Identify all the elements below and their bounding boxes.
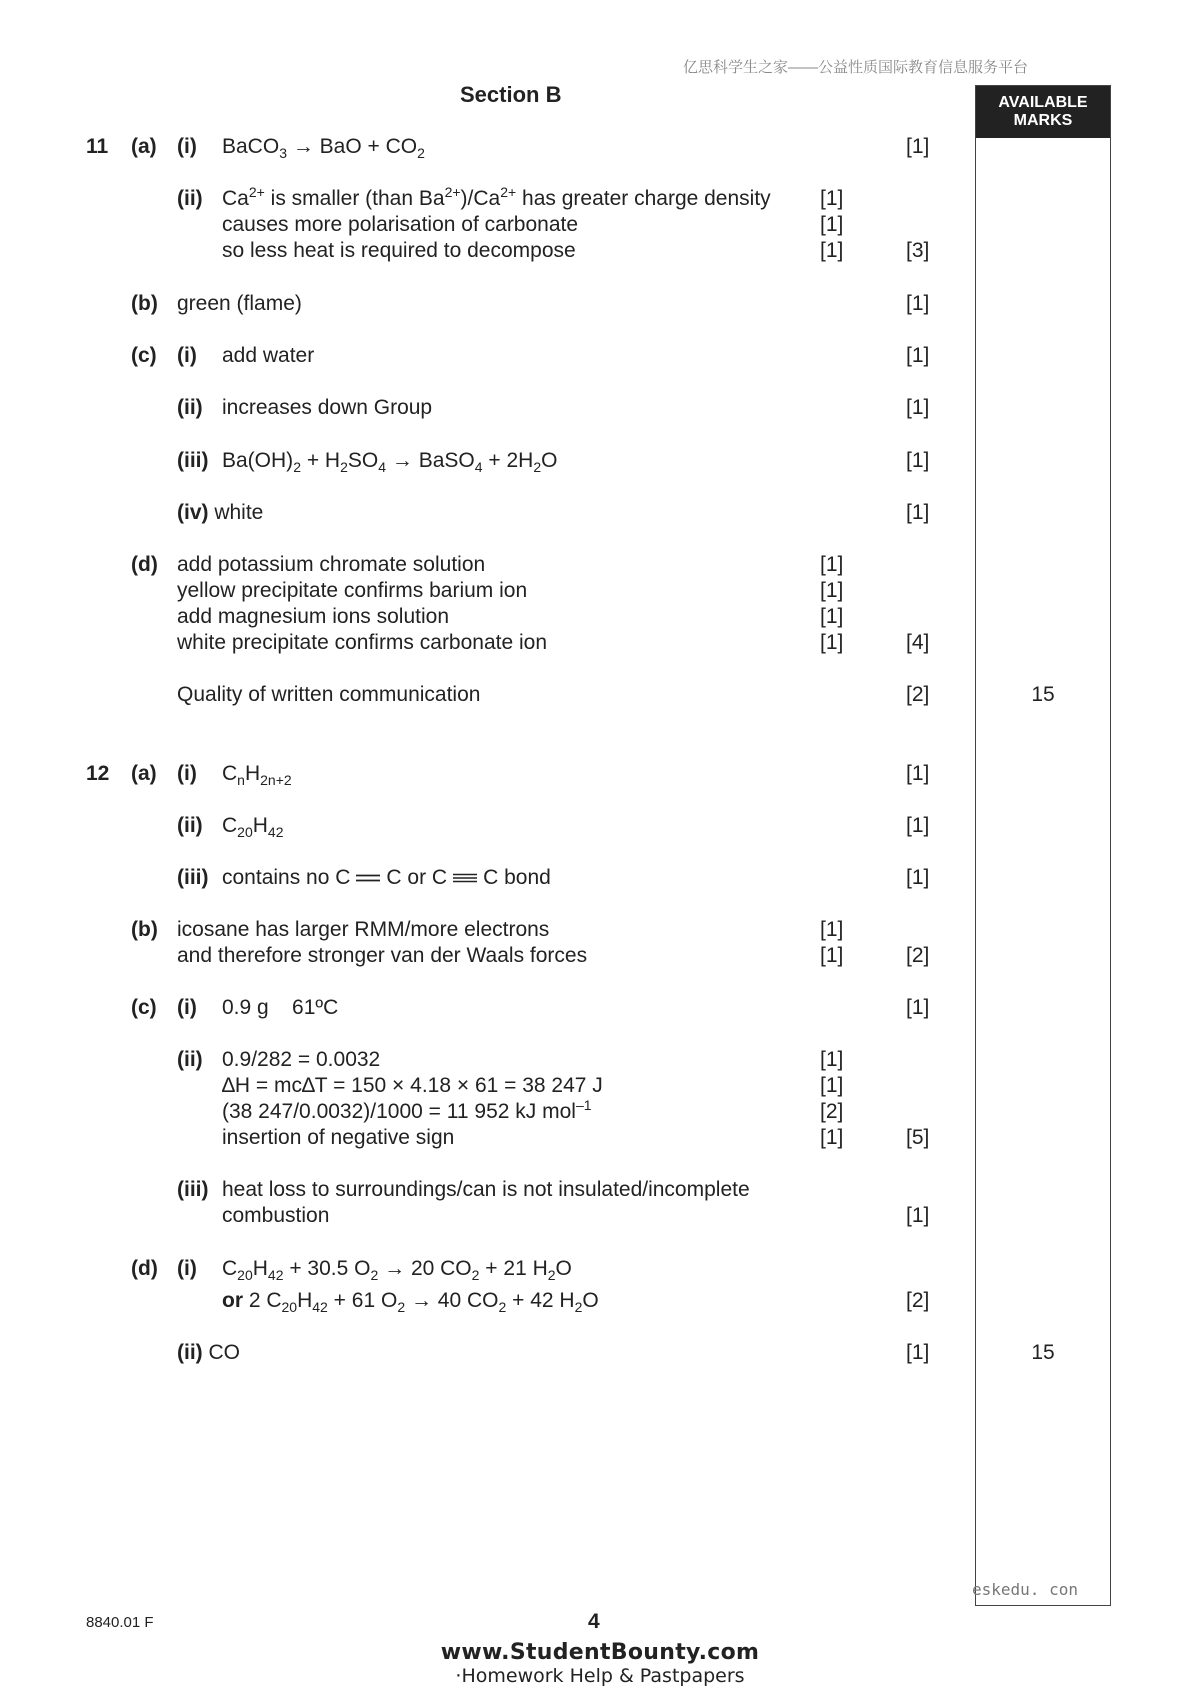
q11-qwc-text: Quality of written communication [177,683,481,706]
question-11-number: 11 [86,135,109,158]
paper-code: 8840.01 F [86,1614,154,1631]
q12-b-total: [2] [906,944,930,967]
q11-available-total: 15 [1031,683,1055,706]
platform-header: 亿思科学生之家——公益性质国际教育信息服务平台 [683,59,1029,76]
q12-d-i-mark: [2] [906,1289,930,1312]
q12-d-ii-label: (ii) [177,1341,203,1364]
q12-b-line1-mark: [1] [820,918,844,941]
q11-c-i-mark: [1] [906,344,930,367]
studentbounty-logo[interactable] [440,1640,760,1687]
available-marks-heading [976,86,1110,138]
q11-a-ii-line3-mark: [1] [820,239,844,262]
q12-a-iii-mark: [1] [906,866,930,889]
question-12-number: 12 [86,762,110,785]
q12-available-total: 15 [1031,1341,1055,1364]
q11-c-iii-equation: $Ba(OH)_2 + H_2SO_4$ → BaSO$_4$ + $2H_2O$ [222,449,558,476]
q12-c-i-label: (i) [177,996,197,1019]
q11-part-d-label: (d) [131,553,158,576]
q11-d-line-mark: [1] [820,579,844,602]
q12-d-i-equation-1: $C_{20}H_{42} + 30.5$ $O_2 \to 20$ $CO_2 + 21$ $H_2O$ [222,1257,572,1284]
q12-c-ii-line1-mark: [1] [820,1048,844,1071]
available-marks-column [975,85,1111,1606]
section-title: Section B [460,82,562,107]
q12-c-i-text: 0.9 g 61ºC [222,996,339,1019]
q12-c-ii-line3: (38 247/0.0032)/1000 = 11 952 kJ mol$^{-1}$ [222,1097,592,1123]
q11-a-ii-line1-mark: [1] [820,187,844,210]
q12-c-ii-line2: ∆H = mc∆T = 150 × 4.18 × 61 = 38 247 J [222,1074,603,1097]
q12-c-ii-line2-mark: [1] [820,1074,844,1097]
q11-a-i-equation: BaCO$_3$ → BaO + $CO_2$ [222,135,425,162]
q12-a-i-formula: $C_nH_{2n+2}$ [222,762,292,789]
q12-c-iii-line2: combustion [222,1204,330,1227]
page-number: 4 [588,1610,600,1633]
q12-c-ii-total: [5] [906,1126,930,1149]
q11-a-i-mark: [1] [906,135,930,158]
q12-d-ii [177,1340,240,1366]
q12-part-b-label: (b) [131,918,158,941]
q11-d-line-mark: [1] [820,631,844,654]
q11-c-iv-mark: [1] [906,501,930,524]
q12-b-line2-mark: [1] [820,944,844,967]
q11-qwc-mark: [2] [906,683,930,706]
q11-c-ii-text: increases down Group [222,396,433,419]
q12-a-i-mark: [1] [906,762,930,785]
available-heading-line: AVAILABLE [998,94,1088,111]
q11-c-ii-label: (ii) [177,396,203,419]
q11-d-line: yellow precipitate confirms barium ion [177,579,528,602]
q12-c-iii-label: (iii) [177,1178,209,1201]
q12-a-i-label: (i) [177,762,197,785]
q11-c-ii-mark: [1] [906,396,930,419]
q12-a-iii-text: contains no C C or C C bond [222,866,551,889]
logo-tagline: ·Homework Help & Pastpapers [455,1665,745,1687]
q12-c-iii-mark: [1] [906,1204,930,1227]
q12-part-d-label: (d) [131,1257,158,1280]
q12-a-ii-label: (ii) [177,814,203,837]
q11-b-mark: [1] [906,292,930,315]
q12-d-i-equation-2: or 2 $C_{20}H_{42} + 61$ $O_2 \to 40$ $CO_2 + 42$ $H_2O$ [222,1289,599,1316]
q12-c-ii-label: (ii) [177,1048,203,1071]
q11-part-b-label: (b) [131,292,158,315]
q11-a-ii-line1: $Ca^{2+}$ is smaller (than $Ba^{2+})/Ca^{2+}$ has greater charge density [222,184,771,210]
q11-c-i-text: add water [222,344,315,367]
watermark-text: eskedu. con [972,1580,1078,1599]
q12-b-line2: and therefore stronger van der Waals forces [177,944,588,967]
q11-part-a-label: (a) [131,135,157,158]
q12-a-ii-formula: $C_{20}H_{42}$ [222,814,284,841]
q11-c-i-label: (i) [177,344,197,367]
q12-b-line1: icosane has larger RMM/more electrons [177,918,550,941]
q11-d-line: white precipitate confirms carbonate ion [177,631,548,654]
q11-d-total: [4] [906,631,930,654]
q12-d-ii-text: CO [202,1341,240,1364]
q12-part-c-label: (c) [131,996,157,1019]
q12-c-iii-line1: heat loss to surroundings/can is not insulated/incomplete [222,1178,750,1201]
q11-c-iv-label: (iv) [177,501,209,524]
q11-c-iv [177,500,263,526]
q11-a-ii-total: [3] [906,239,930,262]
q11-d-line-mark: [1] [820,605,844,628]
q11-a-ii-line2-mark: [1] [820,213,844,236]
q12-a-ii-mark: [1] [906,814,930,837]
double-bond-icon [356,873,380,883]
q12-c-ii-line3-mark: [2] [820,1100,844,1123]
q11-c-iv-text: white [208,501,264,524]
q11-d-line: add potassium chromate solution [177,553,486,576]
q11-d-line-mark: [1] [820,553,844,576]
or-label: or [222,1289,243,1312]
q12-d-ii-mark: [1] [906,1341,930,1364]
q12-a-iii-label: (iii) [177,866,209,889]
triple-bond-icon [453,873,477,883]
marks-heading-line: MARKS [1013,112,1073,129]
q12-c-ii-line1: 0.9/282 = 0.0032 [222,1048,381,1071]
q12-d-i-label: (i) [177,1257,197,1280]
q11-c-iii-label: (iii) [177,449,209,472]
q11-a-ii-line3: so less heat is required to decompose [222,239,576,262]
q11-a-ii-label: (ii) [177,187,203,210]
q11-d-line: add magnesium ions solution [177,605,449,628]
q12-c-ii-line4: insertion of negative sign [222,1126,455,1149]
q11-a-i-label: (i) [177,135,197,158]
q12-c-i-mark: [1] [906,996,930,1019]
logo-url[interactable]: www.StudentBounty.com [440,1640,760,1665]
q11-part-c-label: (c) [131,344,157,367]
q11-a-ii-line2: causes more polarisation of carbonate [222,213,579,236]
q12-c-ii-line4-mark: [1] [820,1126,844,1149]
q11-b-text: green (flame) [177,292,302,315]
q12-part-a-label: (a) [131,762,157,785]
q11-c-iii-mark: [1] [906,449,930,472]
